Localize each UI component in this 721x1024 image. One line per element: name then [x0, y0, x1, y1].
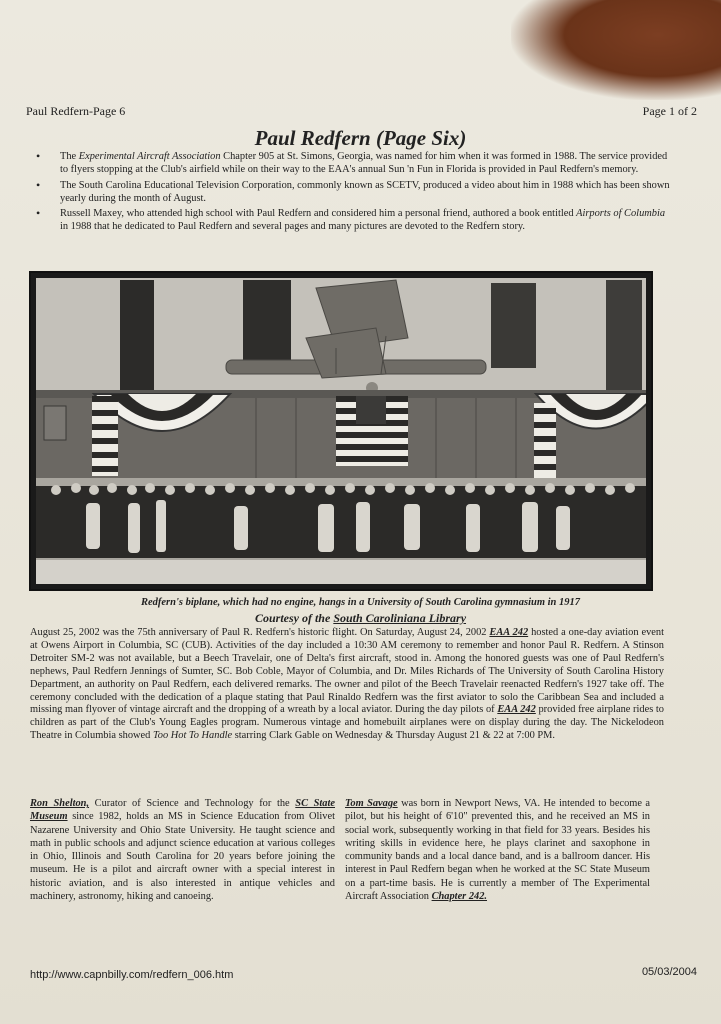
- header-page-number: Page 1 of 2: [642, 104, 697, 118]
- article-text: starring Clark Gable on Wednesday & Thursday August 21 & 22 at 7:00 PM.: [232, 730, 556, 742]
- bio-text: Curator of Science and Technology for the: [89, 798, 296, 809]
- bullet-icon: •: [36, 149, 41, 163]
- bio-text: was born in Newport News, VA. He intended to become a pilot, but his height of 6'10" prevented this, and he received an MS in social work, subsequently working in that field for 33 years. Besides his writing skills in evidence here, he plays clarinet and saxophone in community bands and a local dance band, and is a ballroom dancer. His interest in Paul Redfern began when he worked at the SC State Museum on a part-time basis. He is currently a member of The Experimental Aircraft Association: [345, 798, 651, 903]
- chapter-242-link[interactable]: Chapter 242.: [431, 891, 488, 903]
- eaa-242-link[interactable]: EAA 242: [497, 704, 536, 716]
- article-text: hosted a one-day aviation event at Owens Airport in Columbia, SC (CUB). Activities of the day included a 10:30 AM ceremony to remember and honor Paul R. Redfern. A Stinson Detroiter SM-2 was not available, but a Beech Travelair, one of Delta's first aircraft, stood in. Among the honored guests was one of Paul Redfern's nephews, Paul Redfern Jennings of Sumter, SC. Bob Coble, Mayor of Columbia, and Dr. Miles Richards of The University of South Carolina History Department, an authority on Paul Redfern, each delivered remarks. The owner and pilot of the Beech Travelair reenacted Redfern's 1927 take off. The ceremony concluded with the dedication of a plaque stating that Paul Rinaldo Redfern was the first aviator to solo the Caribbean Sea and included a missing man flyover of vintage aircraft and the dropping of a wreath by a local aviator. During the day pilots of: [30, 627, 664, 716]
- eaa-242-link[interactable]: EAA 242: [489, 627, 529, 638]
- footer-date: 05/03/2004: [641, 966, 697, 978]
- article-text: provided free airplane rides to children as part of the Club's Young Eagles program. Numerous vintage and homebuilt airplanes were on display during the day. The Nickelodeon Theatre in Columbia showed: [30, 704, 665, 742]
- bullet-list: [30, 150, 670, 236]
- list-item: [30, 150, 670, 177]
- page-title: Paul Redfern (Page Six): [254, 126, 467, 150]
- bullet-italic: Experimental Aircraft Association: [78, 151, 221, 162]
- ron-shelton-link[interactable]: Ron Shelton,: [30, 798, 90, 809]
- bullet-icon: •: [36, 177, 41, 192]
- header-left: Paul Redfern-Page 6: [26, 104, 126, 118]
- bullet-text: Russell Maxey, who attended high school with Paul Redfern and considered him a personal friend, authored a book entitled: [60, 208, 577, 220]
- list-item: [30, 179, 670, 206]
- sc-state-museum-link[interactable]: SC State Museum: [30, 798, 335, 823]
- article-paragraph: [30, 627, 664, 743]
- gymnasium-photo: [36, 278, 646, 584]
- library-link[interactable]: South Caroliniana Library: [333, 611, 467, 625]
- list-item: [30, 207, 670, 234]
- footer-url: http://www.capnbilly.com/redfern_006.htm: [30, 969, 234, 981]
- bullet-text: The South Carolina Educational Television Corporation, commonly known as SCETV, produced a video about him in 1988 which has been shown yearly during the month of August.: [60, 179, 670, 204]
- bullet-text: The: [60, 151, 79, 162]
- bio-text: since 1982, holds an MS in Science Education from Olivet Nazarene University and Ohio State University. He taught science and math in public schools and adjunct science education at various colleges in Ohio, Illinois and South Carolina for 20 years before joining the museum. He is a pilot and aircraft owner with a special interest in historic aviation, and is also interested in antique vehicles and machinery, astronomy, hiking and canoeing.: [30, 811, 335, 903]
- photo-illustration: [36, 278, 646, 584]
- bullet-italic: Airports of Columbia: [576, 208, 666, 220]
- bullet-icon: •: [36, 206, 41, 221]
- photo-caption: Redfern's biplane, which had no engine, hangs in a University of South Carolina gymnasium in 1917: [140, 597, 581, 608]
- credit-prefix: Courtesy of the: [254, 611, 334, 625]
- photo-frame: [29, 271, 653, 591]
- tom-savage-link[interactable]: Tom Savage: [345, 798, 398, 809]
- bio-ron-shelton: [30, 797, 335, 903]
- movie-title: Too Hot To Handle: [152, 730, 233, 742]
- bullet-text: Chapter 905 at St. Simons, Georgia, was named for him when it was formed in 1988. The service provided to flyers stopping at the Club's airfield while on their way to the EAA's annual Sun 'n Fun in Florida is provided in Paul Redfern's memory.: [60, 151, 668, 176]
- article-text: August 25, 2002 was the 75th anniversary of Paul R. Redfern's historic flight. On Saturday, August 24, 2002: [30, 627, 490, 638]
- bio-tom-savage: [345, 797, 650, 903]
- bullet-text: in 1988 that he dedicated to Paul Redfern and several pages and many pictures are devoted to the Redfern story.: [60, 221, 526, 233]
- corner-stain: [511, 0, 721, 100]
- photo-credit: [0, 611, 721, 626]
